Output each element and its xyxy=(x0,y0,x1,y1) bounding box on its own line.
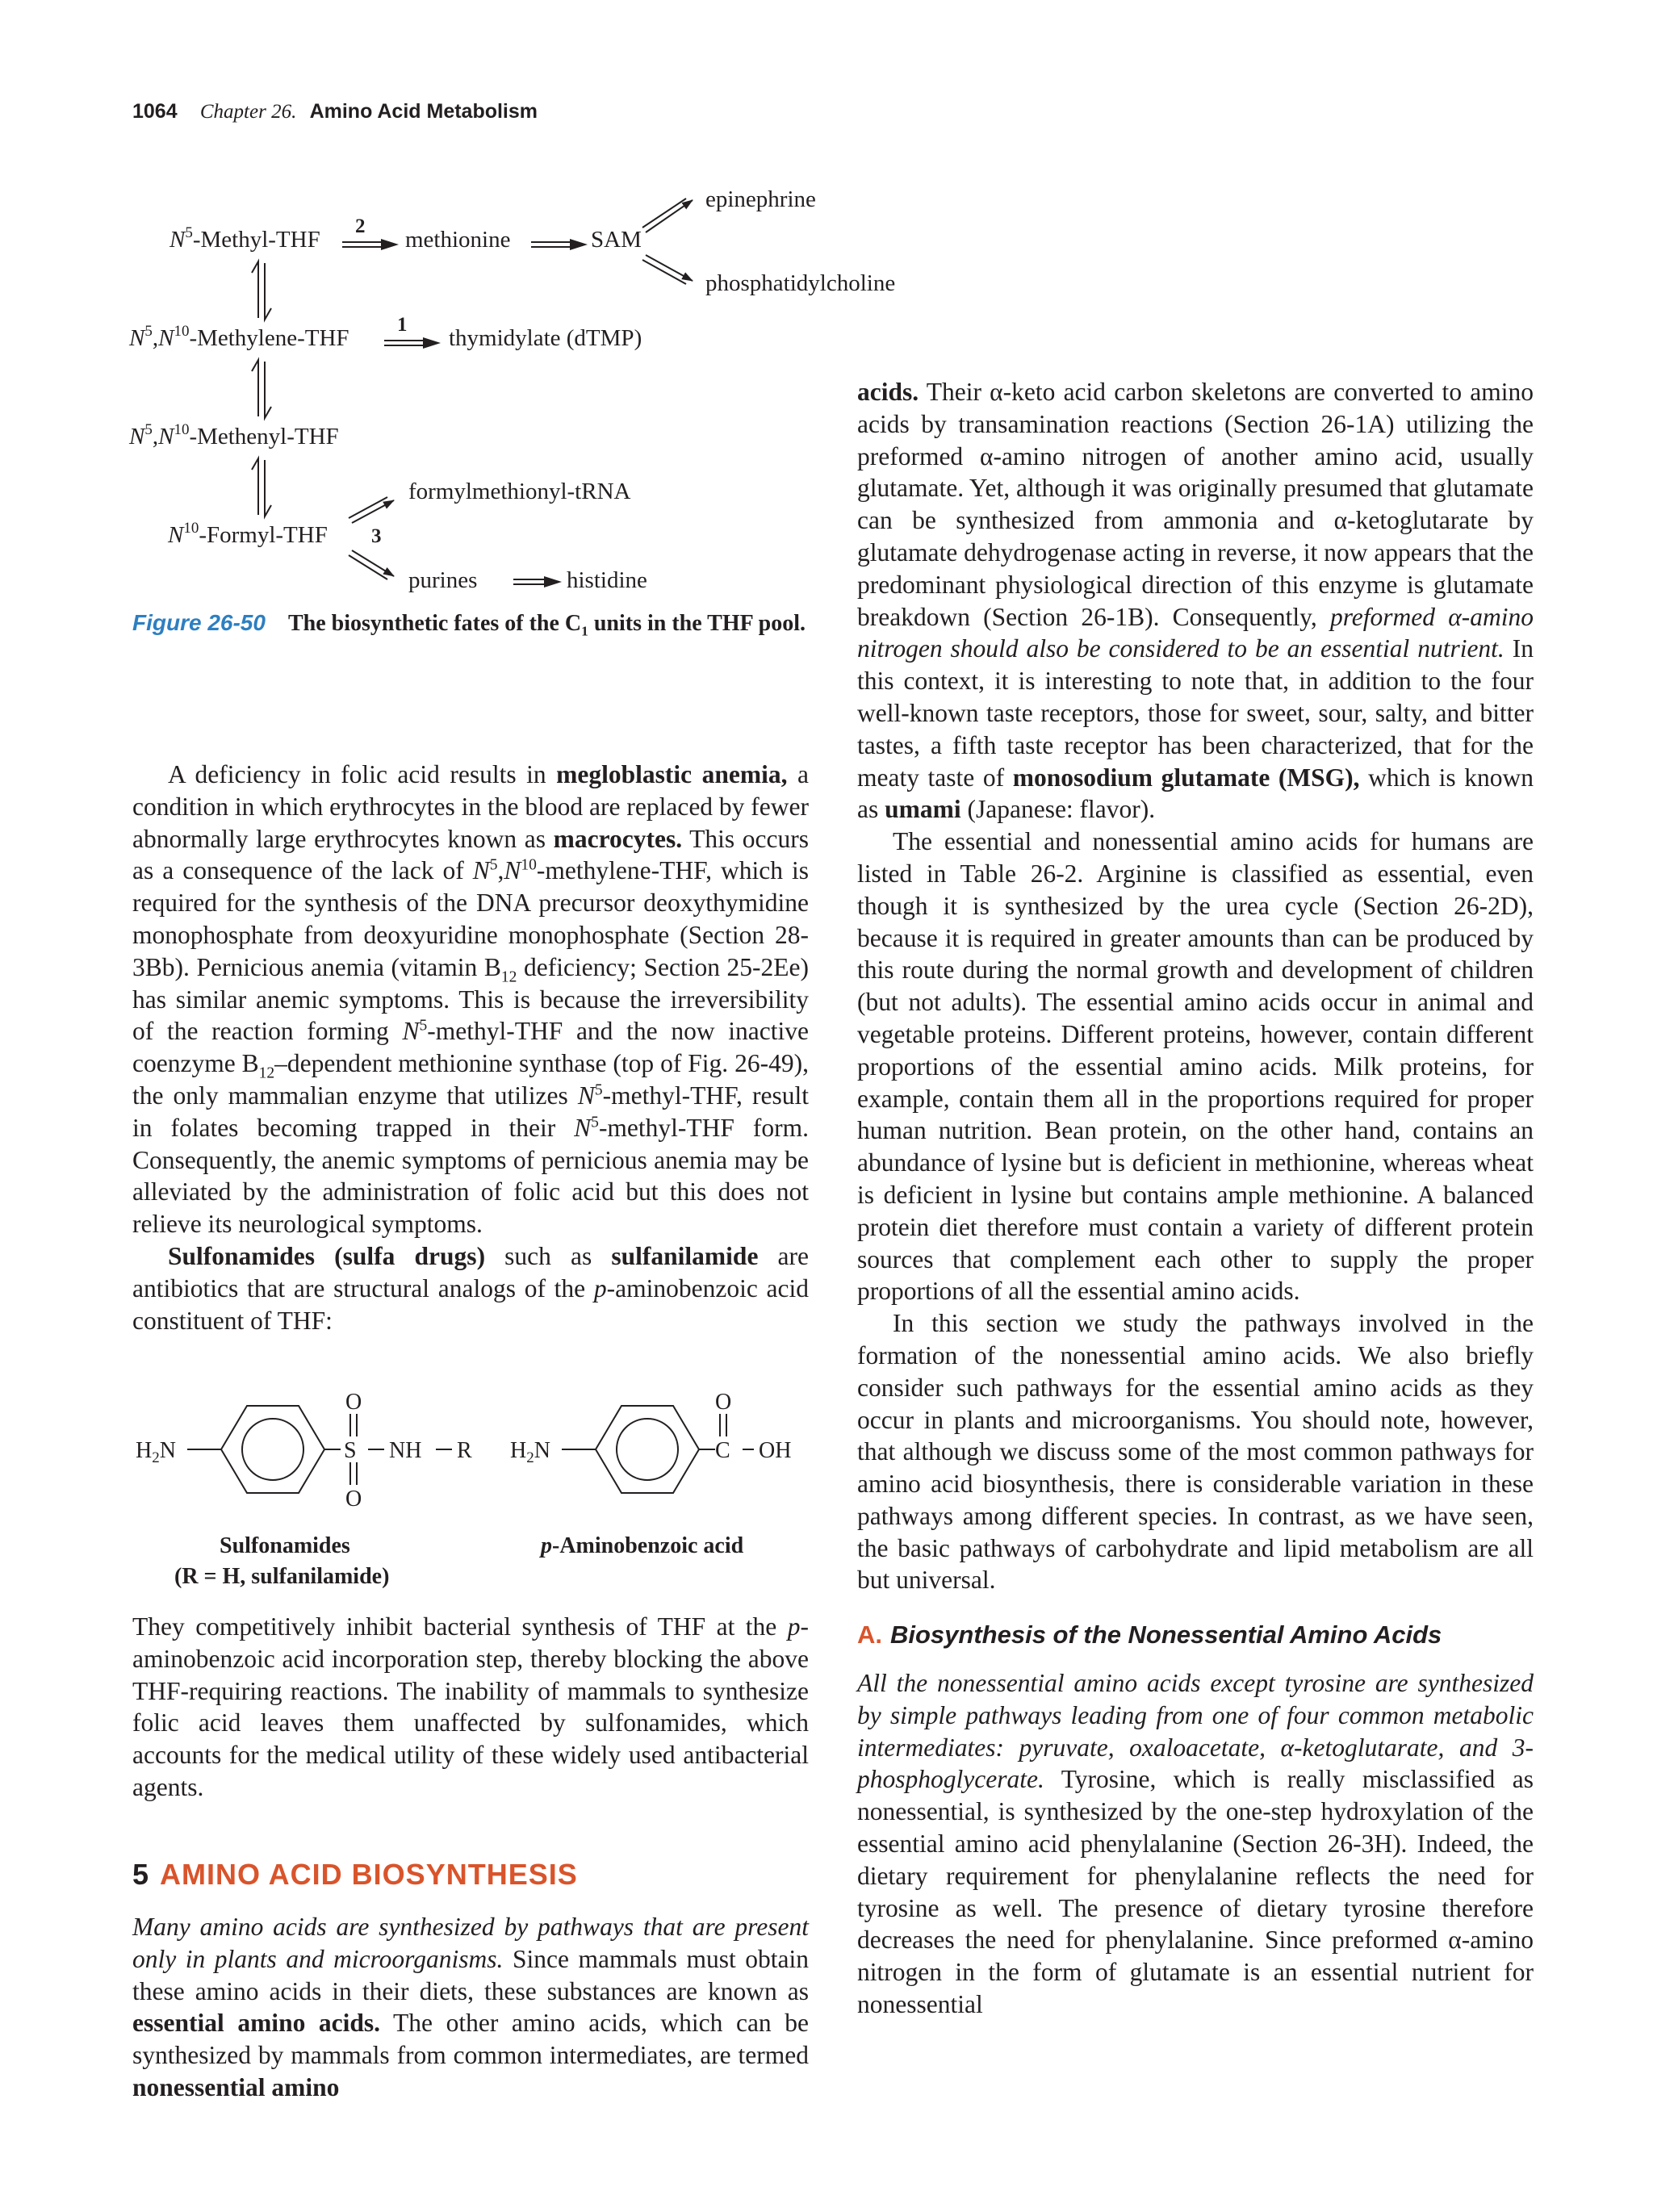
step-2-label: 2 xyxy=(355,215,366,237)
svg-text:O: O xyxy=(345,1391,362,1415)
thf-pathway-diagram xyxy=(113,178,936,597)
node-thymidylate: thymidylate (dTMP) xyxy=(449,325,642,351)
left-column-text-3: Many amino acids are synthesized by pathways that are present only in plants and microorganisms. Since mammals must obtain these amino acids in their diets, these substances are known as essential amino acids. The other amino acids, which can be synthesized by mammals from common intermediates, are termed nonessential amino xyxy=(132,1913,809,2101)
paba-label: p-Aminobenzoic acid xyxy=(541,1533,744,1558)
svg-text:S: S xyxy=(344,1438,357,1463)
chemical-structures xyxy=(132,1391,810,1601)
figure-caption: Figure 26-50 The biosynthetic fates of the $C_1$ units in the THF pool. xyxy=(132,610,806,639)
figure-label: Figure 26-50 xyxy=(132,610,266,635)
node-methenyl-thf: $N^5,N^{10}-Methenyl$-THF xyxy=(129,421,339,450)
node-epinephrine: epinephrine xyxy=(705,186,816,212)
running-head xyxy=(132,100,538,123)
right-column-text: acids. Their α-keto acid carbon skeletons are converted to amino acids by transamination reactions (Section 26-1A) utilizing the preformed α-amino nitrogen of another amino acid, usually glutamate. Yet, although it was originally presumed that glutamate can be synthesized from ammonia and α-ketoglutarate by glutamate dehydrogenase acting in reverse, it now appears that the predominant physiological direction of this enzyme is glutamate breakdown (Section 26-1B). Consequently, preformed α-amino nitrogen should also be considered to be an essential nutrient. In this context, it is interesting to note that, in addition to the four well-known taste receptors, those for sweet, sour, salty, and bitter tastes, a fifth taste receptor has been characterized, that for the meaty taste of monosodium glutamate (MSG), which is known as umami (Japanese: flavor). The essential and nonessential amino acids for humans are listed in Table 26-2. Arginine is classified as essential, even though it is synthesized by the urea cycle (Section 26-2D), because it is required in greater amounts than can be produced by this route during the normal growth and development of children (but not adults). The essential amino acids occur in animal and vegetable proteins. Different proteins, however, contain different proportions of the essential amino acids. Milk proteins, for example, contain them all in the proportions required for proper human nutrition. Bean protein, on the other hand, contains an abundance of lysine but is deficient in methionine, whereas wheat is deficient in lysine but contains ample methionine. A balanced protein diet therefore must contain a variety of different protein sources that complement each other to supply the proper proportions of all the essential amino acids. In this section we study the pathways involved in the formation of the nonessential amino acids. We also briefly consider such pathways for the essential amino acids as they occur in plants and microorganisms. You should note, however, that although we discuss some of the most common pathways for amino acid biosynthesis, there is considerable variation in these pathways among different species. In contrast, as we have seen, the basic pathways of carbohydrate and lipid metabolism are all but universal. A. Biosynthesis of the Nonessential Amino Acids All the nonessential amino acids except tyrosine are synthesized by simple pathways leading from one of four common metabolic intermediates: pyruvate, oxaloacetate, α-ketoglutarate, and 3-phosphoglycerate. Tyrosine, which is really misclassified as nonessential, is synthesized by the one-step hydroxylation of the essential amino acid phenylalanine (Section 26-3H). Indeed, the dietary requirement for phenylalanine reflects the need for tyrosine as well. The presence of dietary tyrosine therefore decreases the need for phenylalanine. Since preformed α-amino nitrogen in the form of glutamate is an essential nutrient for nonessential xyxy=(857,378,1534,2019)
node-purines: purines xyxy=(408,567,478,593)
sulfonamides-sublabel: (R = H, sulfanilamide) xyxy=(174,1564,390,1589)
page-number: 1064 xyxy=(132,100,178,123)
svg-text:C: C xyxy=(715,1438,730,1463)
step-1-label: 1 xyxy=(397,314,408,336)
svg-text:H2N: $H_2N$ xyxy=(136,1438,176,1466)
svg-text:O: O xyxy=(715,1391,732,1415)
node-methyl-thf: $N^5-Methyl$-THF xyxy=(169,224,320,253)
node-methylene-thf: $N^5,N^{10}-Methylene$-THF xyxy=(129,323,349,351)
node-phosphatidylcholine: phosphatidylcholine xyxy=(705,270,896,296)
node-formyl-thf: $N^{10}-Formyl$-THF xyxy=(168,520,328,548)
svg-text:O: O xyxy=(345,1487,362,1512)
svg-text:R: R xyxy=(457,1438,472,1463)
node-methionine: methionine xyxy=(405,227,511,253)
section-a-heading: A. Biosynthesis of the Nonessential Amino Acids xyxy=(857,1620,1442,1650)
chapter-title: Amino Acid Metabolism xyxy=(309,100,538,123)
step-3-label: 3 xyxy=(371,525,382,547)
node-sam: SAM xyxy=(591,227,642,253)
svg-text:H2N: $H_2N$ xyxy=(510,1438,550,1466)
node-histidine: histidine xyxy=(567,567,647,593)
sulfonamides-label: Sulfonamides xyxy=(220,1533,350,1558)
chapter-label: Chapter 26. xyxy=(199,101,297,123)
left-column-text-2: They competitively inhibit bacterial synthesis of THF at the p-aminobenzoic acid incorporation step, thereby blocking the above THF-requiring reactions. The inability of mammals to synthesize folic acid leaves them unaffected by sulfonamides, which accounts for the medical utility of these widely used antibacterial agents. xyxy=(132,1612,809,1801)
section-5-heading: 5 AMINO ACID BIOSYNTHESIS xyxy=(132,1858,578,1891)
left-column-text-1: A deficiency in folic acid results in megloblastic anemia, a condition in which erythrocytes in the blood are replaced by fewer abnormally large erythrocytes known as macrocytes. This occurs as a consequence of the lack of $N^5,N^{10}-methylene$-THF, which is required for the synthesis of the DNA precursor deoxythymidine monophosphate from deoxyuridine monophosphate (Section 28-3Bb). Pernicious anemia (vitamin $B_{12}$ deficiency; Section 25-2Ee) has similar anemic symptoms. This is because the irreversibility of the reaction forming $N^5-methyl$-THF and the now inactive coenzyme $B_{12}$–dependent methionine synthase (top of Fig. 26-49), the only mammalian enzyme that utilizes $N^5-methyl$-THF, result in folates becoming trapped in their $N^5-methyl$-THF form. Consequently, the anemic symptoms of pernicious anemia may be alleviated by the administration of folic acid but this does not relieve its neurological symptoms. Sulfonamides (sulfa drugs) such as sulfanilamide are antibiotics that are structural analogs of the p-aminobenzoic acid constituent of THF: xyxy=(132,760,810,1335)
node-formylmethionyl-trna: formylmethionyl-tRNA xyxy=(408,479,631,504)
svg-text:NH: NH xyxy=(389,1438,422,1463)
svg-text:OH: OH xyxy=(759,1438,792,1463)
